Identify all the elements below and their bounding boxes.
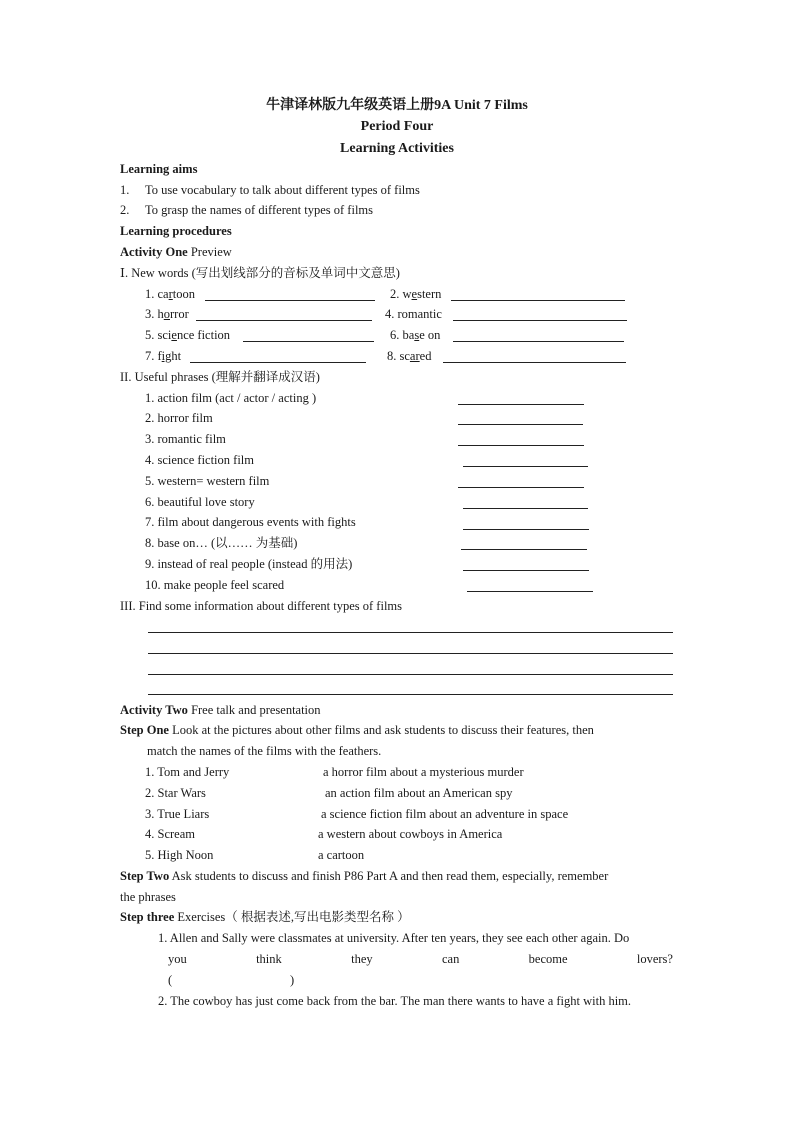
phrase-2-blank[interactable] — [458, 424, 583, 425]
aim-text-1: To use vocabulary to talk about different types of films — [145, 183, 420, 197]
activity-two-heading — [120, 704, 321, 717]
info-answer-line-4[interactable] — [148, 694, 673, 695]
phrase-1-blank[interactable] — [458, 404, 584, 405]
word-4: 4. romantic — [385, 307, 442, 321]
film-name-5: 5. High Noon — [145, 848, 214, 862]
film-name-2: 2. Star Wars — [145, 786, 206, 800]
film-description-1: a horror film about a mysterious murder — [323, 765, 524, 779]
step-three-heading — [120, 911, 410, 924]
activity-one-label: Activity One — [120, 245, 188, 259]
exercise-1-answer-open: ( — [168, 973, 173, 987]
film-description-3: a science fiction film about an adventure in space — [321, 807, 569, 821]
film-name-1: 1. Tom and Jerry — [145, 765, 230, 779]
word-8: 8. scared — [387, 349, 432, 363]
word-3: 3. horror — [145, 307, 189, 321]
word-6-blank[interactable] — [453, 341, 624, 342]
activity-two-label: Activity Two — [120, 703, 188, 717]
word-5-blank[interactable] — [243, 341, 374, 342]
phrase-7-blank[interactable] — [463, 529, 589, 530]
word-4-blank[interactable] — [453, 320, 627, 321]
aim-number-2: 2. — [120, 203, 130, 217]
aim-text-2: To grasp the names of different types of films — [145, 203, 374, 217]
info-answer-line-2[interactable] — [148, 653, 673, 654]
aim-number-1: 1. — [120, 183, 130, 197]
step-one-text: Look at the pictures about other films and ask students to discuss their features, then — [168, 723, 594, 737]
phrase-9-blank[interactable] — [463, 570, 589, 571]
phrase-6: 6. beautiful love story — [145, 495, 255, 509]
word-2-blank[interactable] — [451, 300, 625, 301]
step-one-label: Step One — [120, 723, 169, 737]
word-6: 6. base on — [390, 328, 441, 342]
word-5: 5. science fiction — [145, 328, 231, 342]
exercise-1-line-1: 1. Allen and Sally were classmates at university. After ten years, they see each other again. Do — [158, 931, 630, 945]
phrase-5: 5. western= western film — [145, 474, 270, 488]
step-two-line-1 — [120, 870, 608, 883]
film-name-4: 4. Scream — [145, 827, 195, 841]
info-answer-line-3[interactable] — [148, 674, 673, 675]
word-1-blank[interactable] — [205, 300, 375, 301]
activity-two-title: Free talk and presentation — [187, 703, 321, 717]
step-two-text: Ask students to discuss and finish P86 Part A and then read them, especially, remember — [169, 869, 609, 883]
phrases-heading: II. Useful phrases (理解并翻译成汉语) — [120, 370, 320, 384]
exercise-2-line-1: 2. The cowboy has just come back from the bar. The man there wants to have a fight with him. — [158, 994, 632, 1008]
phrase-4: 4. science fiction film — [145, 453, 254, 467]
activity-one-title: Preview — [187, 245, 232, 259]
phrase-3-blank[interactable] — [458, 445, 584, 446]
exercise-1-answer-close: ) — [290, 973, 295, 987]
new-words-heading: Ⅰ. New words (写出划线部分的音标及单词中文意思) — [120, 266, 400, 280]
film-description-4: a western about cowboys in America — [318, 827, 503, 841]
step-three-text: Exercises（ 根据表述,写出电影类型名称 ） — [174, 910, 410, 924]
learning-aims-heading: Learning aims — [120, 162, 198, 176]
phrase-9: 9. instead of real people (instead 的用法) — [145, 557, 353, 571]
step-two-label: Step Two — [120, 869, 170, 883]
step-two-line-2: the phrases — [120, 890, 176, 904]
phrase-7: 7. film about dangerous events with fights — [145, 515, 356, 529]
exercise-1-answer-field[interactable] — [175, 972, 287, 986]
word-1: 1. cartoon — [145, 287, 196, 301]
period-title: Period Four — [360, 119, 434, 134]
step-one-line-1 — [120, 724, 674, 737]
document-title: 牛津译林版九年级英语上册9A Unit 7 Films — [266, 98, 528, 113]
phrase-10: 10. make people feel scared — [145, 578, 285, 592]
exercise-1-line-2: you think they can become lovers? — [168, 952, 673, 966]
film-description-5: a cartoon — [318, 848, 365, 862]
word-3-blank[interactable] — [196, 320, 372, 321]
phrase-3: 3. romantic film — [145, 432, 226, 446]
phrase-8-blank[interactable] — [461, 549, 587, 550]
word-8-blank[interactable] — [443, 362, 626, 363]
film-name-3: 3. True Liars — [145, 807, 210, 821]
info-answer-line-1[interactable] — [148, 632, 673, 633]
activity-one-heading — [120, 246, 232, 259]
step-three-label: Step three — [120, 910, 175, 924]
phrase-4-blank[interactable] — [463, 466, 588, 467]
learning-procedures-heading: Learning procedures — [120, 224, 232, 238]
phrase-6-blank[interactable] — [463, 508, 588, 509]
word-7-blank[interactable] — [190, 362, 366, 363]
phrase-10-blank[interactable] — [467, 591, 593, 592]
phrase-1: 1. action film (act / actor / acting ) — [145, 391, 317, 405]
word-2: 2. western — [390, 287, 442, 301]
phrase-5-blank[interactable] — [458, 487, 584, 488]
step-one-line-2: match the names of the films with the feathers. — [147, 744, 382, 758]
activities-title: Learning Activities — [340, 141, 454, 156]
phrase-8: 8. base on… (以…… 为基础) — [145, 536, 298, 550]
film-description-2: an action film about an American spy — [325, 786, 513, 800]
word-7: 7. fight — [145, 349, 182, 363]
phrase-2: 2. horror film — [145, 411, 213, 425]
info-heading: III. Find some information about different types of films — [120, 599, 403, 613]
